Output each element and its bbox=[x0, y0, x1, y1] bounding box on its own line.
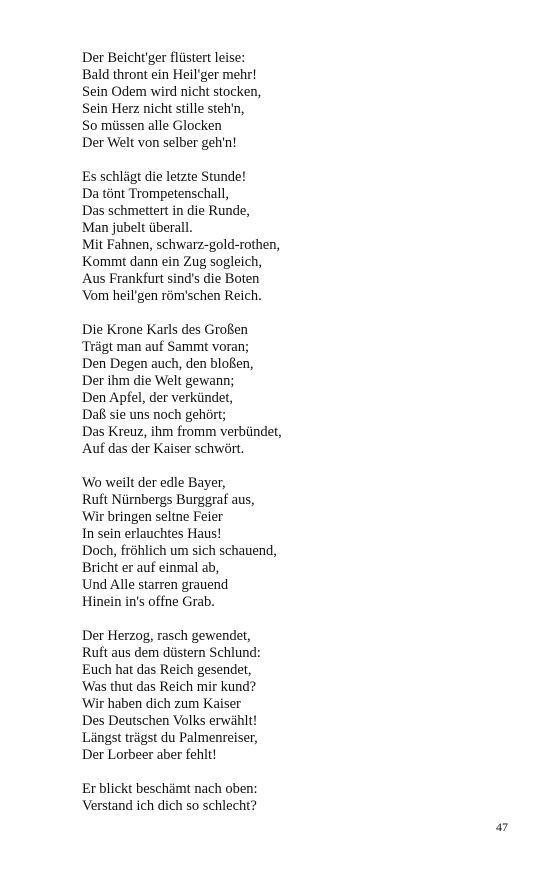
poem-line: Man jubelt überall. bbox=[82, 220, 193, 236]
poem-line: Der Welt von selber geh'n! bbox=[82, 135, 237, 151]
poem-text bbox=[82, 50, 502, 832]
poem-line: Die Krone Karls des Großen bbox=[82, 322, 248, 338]
page-number: 47 bbox=[496, 820, 508, 834]
poem-line: Bricht er auf einmal ab, bbox=[82, 560, 220, 576]
poem-line: Der Beicht'ger flüstert leise: bbox=[82, 50, 246, 66]
poem-line: Des Deutschen Volks erwählt! bbox=[82, 713, 258, 729]
poem-line: Wo weilt der edle Bayer, bbox=[82, 475, 226, 491]
poem-line: Sein Herz nicht stille steh'n, bbox=[82, 101, 245, 117]
stanza-2 bbox=[82, 169, 502, 305]
poem-line: Trägt man auf Sammt voran; bbox=[82, 339, 249, 355]
poem-line: Doch, fröhlich um sich schauend, bbox=[82, 543, 277, 559]
poem-line: Sein Odem wird nicht stocken, bbox=[82, 84, 262, 100]
poem-line: In sein erlauchtes Haus! bbox=[82, 526, 222, 542]
poem-line: Euch hat das Reich gesendet, bbox=[82, 662, 252, 678]
poem-line: Auf das der Kaiser schwört. bbox=[82, 441, 245, 457]
poem-line: Es schlägt die letzte Stunde! bbox=[82, 169, 247, 185]
poem-line: Der ihm die Welt gewann; bbox=[82, 373, 235, 389]
poem-line: Das Kreuz, ihm fromm verbündet, bbox=[82, 424, 282, 440]
poem-line: Längst trägst du Palmenreiser, bbox=[82, 730, 258, 746]
poem-line: Daß sie uns noch gehört; bbox=[82, 407, 227, 423]
stanza-1 bbox=[82, 50, 502, 152]
poem-line: Wir haben dich zum Kaiser bbox=[82, 696, 241, 712]
stanza-6 bbox=[82, 781, 502, 815]
poem-line: Was thut das Reich mir kund? bbox=[82, 679, 257, 695]
poem-line: Da tönt Trompetenschall, bbox=[82, 186, 230, 202]
poem-line: Der Herzog, rasch gewendet, bbox=[82, 628, 251, 644]
poem-line: Ruft aus dem düstern Schlund: bbox=[82, 645, 261, 661]
poem-line: Wir bringen seltne Feier bbox=[82, 509, 223, 525]
poem-line: Das schmettert in die Runde, bbox=[82, 203, 250, 219]
poem-line: Hinein in's offne Grab. bbox=[82, 594, 215, 610]
poem-line: Ruft Nürnbergs Burggraf aus, bbox=[82, 492, 255, 508]
poem-line: Er blickt beschämt nach oben: bbox=[82, 781, 258, 797]
poem-line: Kommt dann ein Zug sogleich, bbox=[82, 254, 263, 270]
poem-line: Vom heil'gen röm'schen Reich. bbox=[82, 288, 262, 304]
poem-line: So müssen alle Glocken bbox=[82, 118, 222, 134]
poem-line: Verstand ich dich so schlecht? bbox=[82, 798, 257, 814]
stanza-5 bbox=[82, 628, 502, 764]
poem-line: Aus Frankfurt sind's die Boten bbox=[82, 271, 260, 287]
stanza-3 bbox=[82, 322, 502, 458]
poem-line: Den Degen auch, den bloßen, bbox=[82, 356, 254, 372]
poem-line: Bald thront ein Heil'ger mehr! bbox=[82, 67, 257, 83]
poem-line: Und Alle starren grauend bbox=[82, 577, 229, 593]
poem-line: Der Lorbeer aber fehlt! bbox=[82, 747, 217, 763]
stanza-4 bbox=[82, 475, 502, 611]
poem-line: Mit Fahnen, schwarz-gold-rothen, bbox=[82, 237, 281, 253]
poem-line: Den Apfel, der verkündet, bbox=[82, 390, 233, 406]
